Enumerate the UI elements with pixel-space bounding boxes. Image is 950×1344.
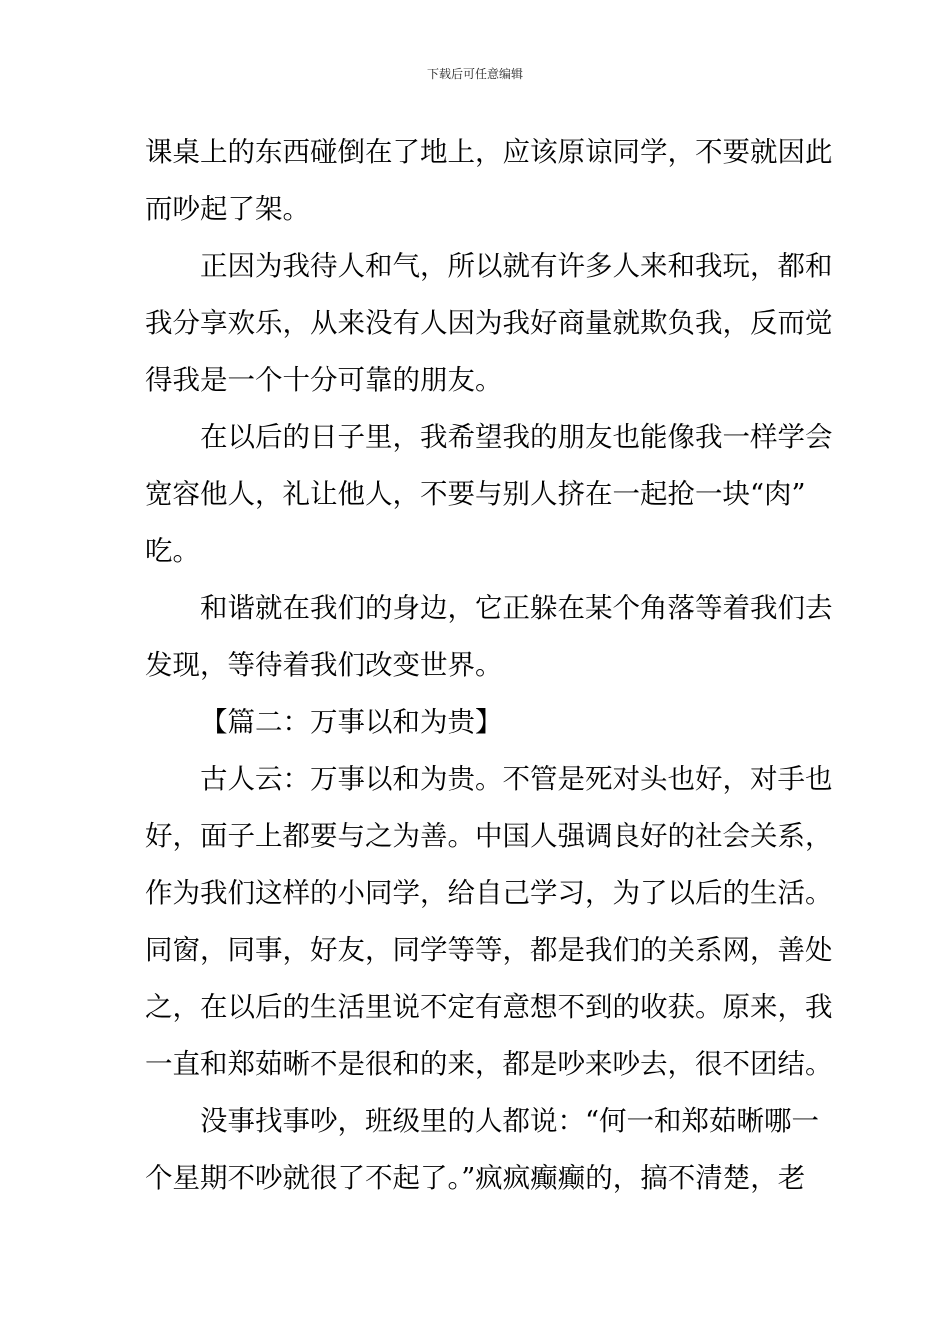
text-line: 宽容他人，礼让他人，不要与别人挤在一起抢一块“肉” [145, 478, 806, 510]
paragraph [145, 409, 833, 580]
text-line: 而吵起了架。 [145, 193, 310, 225]
text-line: 个星期不吵就很了不起了。”疯疯癫癫的，搞不清楚，老 [145, 1162, 806, 1194]
text-line: 正因为我待人和气，所以就有许多人来和我玩，都和 [200, 250, 833, 282]
text-line: 好，面子上都要与之为善。中国人强调良好的社会关系， [145, 820, 833, 852]
text-line: 同窗，同事，好友，同学等等，都是我们的关系网，善处 [145, 934, 833, 966]
paragraph [145, 1093, 820, 1207]
text-line: 古人云：万事以和为贵。不管是死对头也好，对手也 [200, 763, 833, 795]
text-line: 课桌上的东西碰倒在了地上，应该原谅同学，不要就因此 [145, 136, 833, 168]
text-line: 在以后的日子里，我希望我的朋友也能像我一样学会 [200, 421, 833, 453]
text-line: 之，在以后的生活里说不定有意想不到的收获。原来，我 [145, 991, 833, 1023]
text-line: 和谐就在我们的身边，它正躲在某个角落等着我们去 [200, 592, 833, 624]
paragraph [145, 124, 833, 238]
text-line: 一直和郑茹晰不是很和的来，都是吵来吵去，很不团结。 [145, 1048, 833, 1080]
page-header: 下载后可任意编辑 [426, 67, 523, 81]
document-body [145, 124, 833, 1207]
text-line: 得我是一个十分可靠的朋友。 [145, 364, 503, 396]
section-title: 【篇二：万事以和为贵】 [200, 706, 503, 738]
section-heading [145, 694, 807, 751]
paragraph [145, 751, 833, 1093]
text-line: 作为我们这样的小同学，给自己学习，为了以后的生活。 [145, 877, 833, 909]
paragraph [145, 580, 833, 694]
text-line: 吃。 [145, 535, 200, 567]
text-line: 发现，等待着我们改变世界。 [145, 649, 503, 681]
text-line: 我分享欢乐，从来没有人因为我好商量就欺负我，反而觉 [145, 307, 833, 339]
text-line: 没事找事吵，班级里的人都说：“何一和郑茹晰哪一 [200, 1105, 820, 1137]
paragraph [145, 238, 833, 409]
